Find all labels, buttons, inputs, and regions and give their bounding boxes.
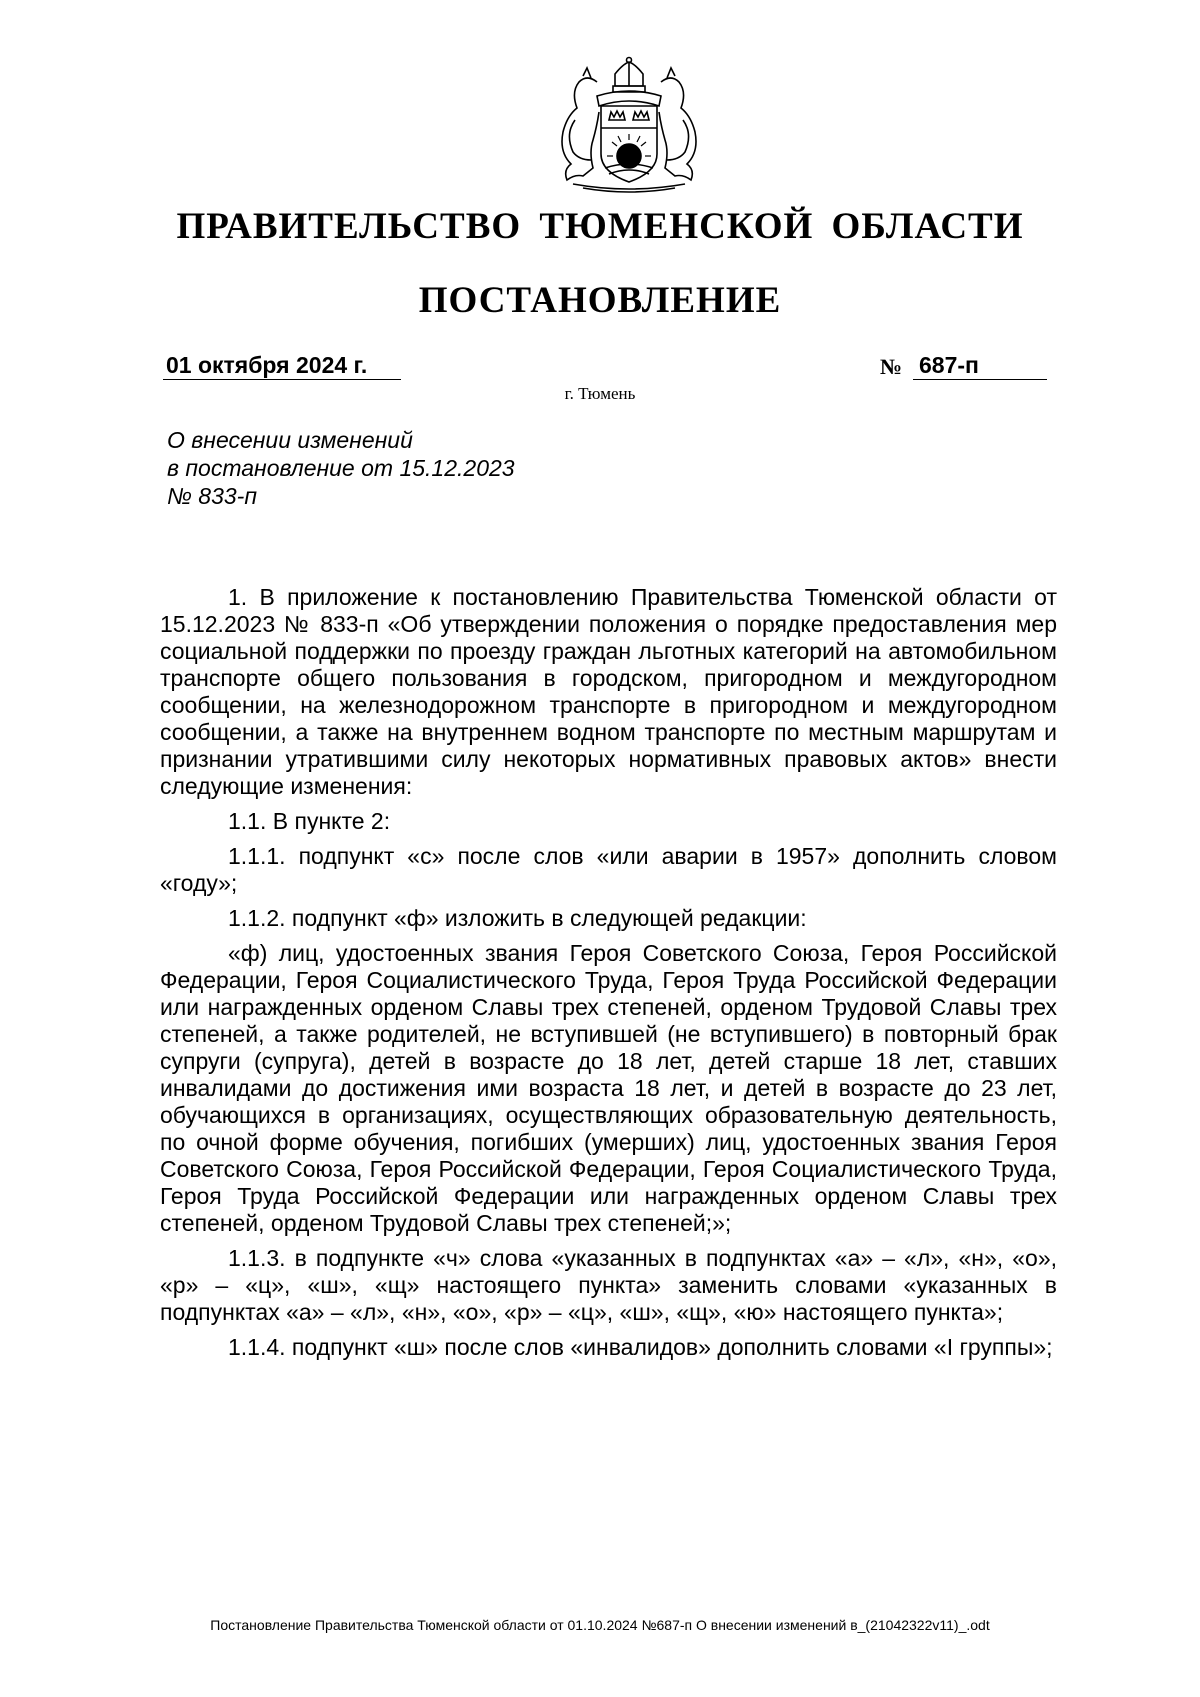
body-paragraph: 1.1.2. подпункт «ф» изложить в следующей редакции: <box>228 905 807 931</box>
number-sign: № <box>880 354 903 379</box>
subject-line: в постановление от 15.12.2023 <box>167 455 515 481</box>
document-subject <box>167 426 597 510</box>
document-type-heading: ПОСТАНОВЛЕНИЕ <box>418 280 782 321</box>
body-paragraph: 1.1.1. подпункт «с» после слов «или аварии в 1957» дополнить словом «году»; <box>160 843 1057 896</box>
body-paragraph: 1. В приложение к постановлению Правительства Тюменской области от 15.12.2023 № 833-п «Об утверждении положения о порядке предоставления мер социальной поддержки по проезду граждан льготных категорий на автомобильном транспорте общего пользования в городском, пригородном и междугородном сообщении, на железнодорожном транспорте в пригородном и междугородном сообщении, а также на внутреннем водном транспорте по местным маршрутам и признании утратившими силу некоторых нормативных правовых актов» внести следующие изменения: <box>160 584 1057 799</box>
body-paragraph: «ф) лиц, удостоенных звания Героя Советского Союза, Героя Российской Федерации, Героя Социалистического Труда, Героя Труда Российской Федерации или награжденных орденом Славы трех степеней, орденом Трудовой Славы трех степеней, а также родителей, не вступившей (не вступившего) в повторный брак супруги (супруга), детей в возрасте до 18 лет, детей старше 18 лет, ставших инвалидами до достижения ими возраста 18 лет, и детей в возрасте до 23 лет, обучающихся в организациях, осуществляющих образовательную деятельность, по очной форме обучения, погибших (умерших) лиц, удостоенных звания Героя Советского Союза, Героя Российской Федерации, Героя Социалистического Труда, Героя Труда Российской Федерации или награжденных орденом Славы трех степеней, орденом Трудовой Славы трех степеней;»; <box>160 940 1057 1236</box>
body-paragraph: 1.1. В пункте 2: <box>228 808 391 834</box>
government-title: ПРАВИТЕЛЬСТВО ТЮМЕНСКОЙ ОБЛАСТИ <box>176 206 1024 247</box>
body-paragraph: 1.1.3. в подпункте «ч» слова «указанных в подпунктах «а» – «л», «н», «о», «р» – «ц», «ш», «щ» настоящего пункта» заменить словами «указанных в подпунктах «а» – «л», «н», «о», «р» – «ц», «ш», «щ», «ю» настоящего пункта»; <box>160 1245 1057 1325</box>
subject-line: № 833-п <box>167 483 257 509</box>
coat-of-arms-icon <box>553 56 705 194</box>
body-paragraph: 1.1.4. подпункт «ш» после слов «инвалидов» дополнить словами «I группы»; <box>228 1334 1053 1360</box>
document-date: 01 октября 2024 г. <box>163 352 401 380</box>
city-name: г. Тюмень <box>564 384 636 403</box>
subject-line: О внесении изменений <box>167 427 413 453</box>
document-number: 687-п <box>913 352 1047 380</box>
page-footer: Постановление Правительства Тюменской области от 01.10.2024 №687-п О внесении изменений в_(21042322v11)_.odt <box>210 1617 990 1633</box>
document-body <box>160 584 1057 1369</box>
